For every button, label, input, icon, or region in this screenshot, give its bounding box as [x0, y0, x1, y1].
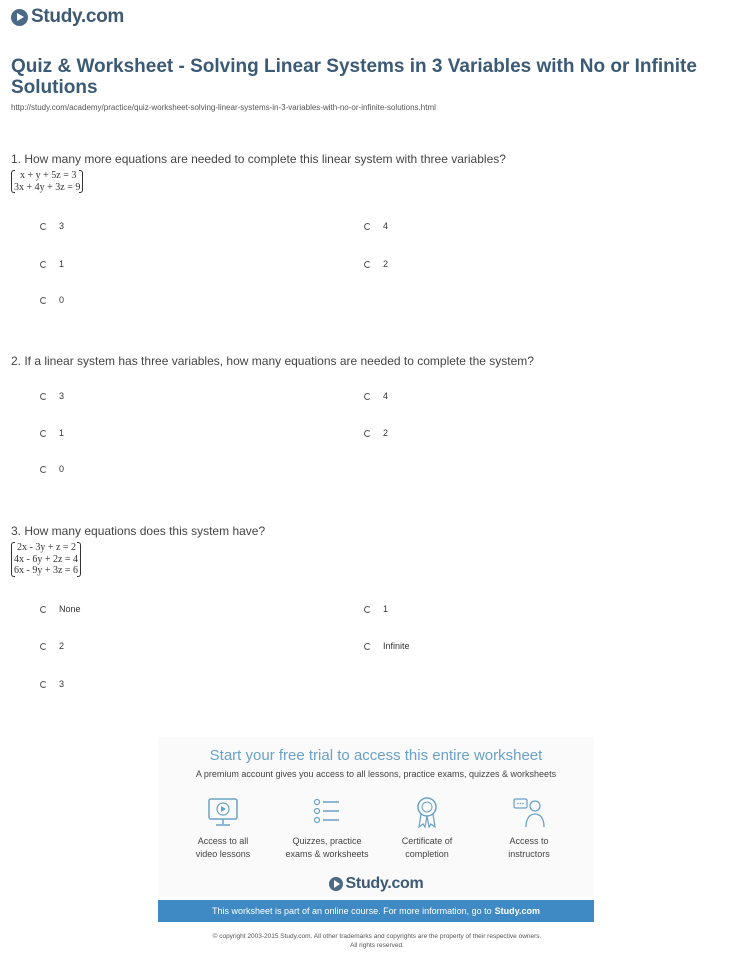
- option-label: 4: [383, 221, 389, 231]
- page-title: Quiz & Worksheet - Solving Linear Systems in 3 Variables with No or Infinite Solutions: [11, 56, 697, 98]
- radio-icon[interactable]: [364, 223, 371, 230]
- feature-label-line: Quizzes, practice: [292, 836, 362, 846]
- promo-title[interactable]: Start your free trial to access this entire worksheet: [209, 747, 543, 764]
- option-label: 4: [383, 391, 389, 401]
- promo-study-logo[interactable]: [158, 875, 594, 893]
- option-label: Infinite: [383, 641, 410, 651]
- quiz-list-icon: [309, 795, 345, 829]
- equation-line: 2x - 3y + z = 2: [17, 542, 77, 553]
- radio-icon[interactable]: [40, 466, 47, 473]
- feature-label-line: exams & worksheets: [285, 849, 369, 859]
- radio-icon[interactable]: [40, 681, 47, 688]
- brand-name: Study.com: [31, 6, 125, 27]
- copyright: [0, 932, 754, 950]
- equation-line: 3x + 4y + 3z = 9: [14, 181, 81, 193]
- feature-video-lessons: [178, 795, 268, 861]
- radio-icon[interactable]: [40, 393, 47, 400]
- option-label: 1: [59, 428, 65, 438]
- q3-option-b[interactable]: [364, 604, 388, 614]
- copyright-line: All rights reserved.: [350, 942, 404, 949]
- option-label: 1: [59, 259, 65, 269]
- feature-instructors: [484, 795, 574, 861]
- question-3-equation-system: [14, 542, 78, 577]
- q2-option-d[interactable]: [364, 428, 388, 438]
- feature-label-line: Access to: [509, 836, 549, 846]
- feature-label-line: Access to all: [197, 836, 249, 846]
- q3-option-c[interactable]: [40, 641, 64, 651]
- study-logo[interactable]: [11, 6, 124, 28]
- play-icon: [11, 9, 28, 26]
- q2-option-c[interactable]: [40, 428, 64, 438]
- question-1-text: 1. How many more equations are needed to complete this linear system with three variables?: [11, 152, 506, 166]
- radio-icon[interactable]: [40, 643, 47, 650]
- q1-option-b[interactable]: [364, 221, 388, 231]
- option-label: 0: [59, 295, 65, 305]
- q1-option-e[interactable]: [40, 295, 64, 305]
- q2-option-b[interactable]: [364, 391, 388, 401]
- feature-quizzes: [282, 795, 372, 861]
- radio-icon[interactable]: [40, 430, 47, 437]
- feature-label-line: Certificate of: [401, 836, 453, 846]
- q3-option-d[interactable]: [364, 641, 410, 651]
- q1-option-c[interactable]: [40, 259, 64, 269]
- q1-option-a[interactable]: [40, 221, 64, 231]
- question-2-text: 2. If a linear system has three variables, how many equations are needed to complete the system?: [11, 354, 534, 368]
- radio-icon[interactable]: [364, 606, 371, 613]
- feature-label-line: completion: [405, 849, 449, 859]
- bar-text: This worksheet is part of an online course. For more information, go to: [212, 906, 492, 916]
- feature-certificate: [382, 795, 472, 861]
- q2-option-a[interactable]: [40, 391, 64, 401]
- instructor-icon: [511, 795, 547, 829]
- q3-option-a[interactable]: [40, 604, 81, 614]
- option-label: 2: [59, 641, 65, 651]
- question-1-equation-system: [14, 170, 80, 193]
- certificate-icon: [409, 795, 445, 829]
- brand-name: Study.com: [345, 875, 424, 892]
- radio-icon[interactable]: [40, 297, 47, 304]
- radio-icon[interactable]: [364, 393, 371, 400]
- option-label: 3: [59, 679, 65, 689]
- q1-option-d[interactable]: [364, 259, 388, 269]
- option-label: 3: [59, 221, 65, 231]
- equation-line: 6x - 9y + 3z = 6: [14, 565, 79, 576]
- feature-label-line: instructors: [508, 849, 550, 859]
- radio-icon[interactable]: [40, 223, 47, 230]
- bar-link[interactable]: Study.com: [494, 906, 540, 916]
- feature-label-line: video lessons: [195, 849, 251, 859]
- equation-line: 4x - 6y + 2z = 4: [14, 553, 79, 565]
- radio-icon[interactable]: [364, 430, 371, 437]
- radio-icon[interactable]: [40, 606, 47, 613]
- option-label: None: [59, 604, 81, 614]
- copyright-line: © copyright 2003-2015 Study.com. All other trademarks and copyrights are the property of their respective owners.: [212, 933, 542, 940]
- equation-line: x + y + 5z = 3: [20, 170, 77, 181]
- q2-option-e[interactable]: [40, 464, 64, 474]
- play-icon: [329, 877, 343, 891]
- option-label: 2: [383, 428, 389, 438]
- radio-icon[interactable]: [40, 261, 47, 268]
- option-label: 2: [383, 259, 389, 269]
- trial-promo: [158, 737, 594, 897]
- radio-icon[interactable]: [364, 261, 371, 268]
- q3-option-e[interactable]: [40, 679, 64, 689]
- course-info-bar: [158, 900, 594, 922]
- question-3-text: 3. How many equations does this system have?: [11, 524, 266, 538]
- radio-icon[interactable]: [364, 643, 371, 650]
- option-label: 1: [383, 604, 389, 614]
- video-lesson-icon: [205, 795, 241, 829]
- option-label: 0: [59, 464, 65, 474]
- promo-subtitle: A premium account gives you access to all lessons, practice exams, quizzes & worksheets: [195, 769, 557, 779]
- page-url: http://study.com/academy/practice/quiz-worksheet-solving-linear-systems-in-3-variables-with-no-or-infinite-solutions.html: [11, 103, 436, 112]
- option-label: 3: [59, 391, 65, 401]
